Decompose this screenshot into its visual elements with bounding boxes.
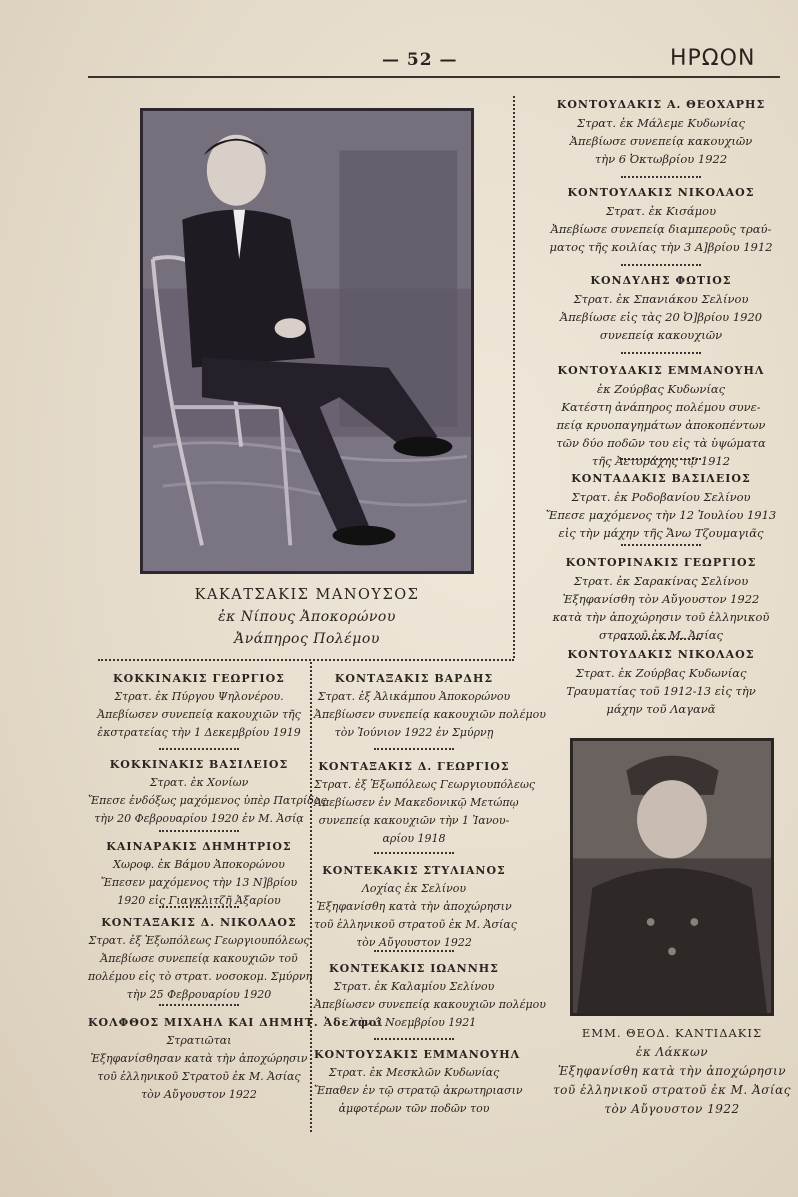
page-title: ΗΡΩΟΝ	[670, 46, 756, 71]
entry-line: Στρατ. ἐκ Σπανιάκου Σελίνου	[573, 292, 749, 306]
entry-line: Στρατ. ἐκ Κισάμου	[605, 204, 717, 218]
portrait-photo-kakatsakis	[140, 108, 474, 574]
entry-line: Στρατ. ἐξ Ἐξωπόλεως Γεωργιουπόλεως	[314, 778, 536, 791]
memorial-entry	[314, 862, 517, 952]
header-rule	[88, 76, 780, 78]
caption-origin: ἐκ Νίπους Ἀποκορώνου	[218, 609, 396, 625]
entry-line: 1920 εἰς Γιαγκλιτζῆ Ἀξαρίου	[117, 894, 281, 907]
memorial-entry	[314, 960, 546, 1032]
entry-line: Ἐξηφανίσθη κατὰ τὴν ἀποχώρησιν	[316, 900, 512, 913]
entry-line: Ἔπεσε ἐνδόξως μαχόμενος ὑπὲρ Πατρίδος	[88, 794, 327, 807]
entry-line: ἐκ Ζούρβας Κυδωνίας	[596, 382, 726, 396]
entry-name: ΚΟΝΤΑΞΑΚΙΣ ΒΑΡΔΗΣ	[334, 672, 494, 685]
entry-line: Ἀπεβίωσεν συνεπείᾳ κακουχιῶν τῆς	[97, 708, 301, 721]
entry-separator	[621, 458, 701, 460]
memorial-entry	[314, 670, 546, 742]
entry-separator	[374, 1038, 454, 1040]
entry-line: Στρατιῶται	[166, 1034, 232, 1047]
memorial-entry	[530, 184, 792, 256]
entry-separator	[374, 748, 454, 750]
memorial-entry	[530, 362, 792, 470]
memorial-entry	[530, 96, 792, 168]
entry-line: Ἐξηφανίσθησαν κατὰ τὴν ἀποχώρησιν	[90, 1052, 308, 1065]
entry-separator	[374, 950, 454, 952]
soldier-caption	[540, 1024, 798, 1119]
entry-name: ΚΟΝΤΑΞΑΚΙΣ Δ. ΝΙΚΟΛΑΟΣ	[101, 916, 297, 929]
entry-name: ΚΟΝΤΑΔΑΚΙΣ ΒΑΣΙΛΕΙΟΣ	[571, 472, 751, 485]
entry-name: ΚΑΙΝΑΡΑΚΙΣ ΔΗΜΗΤΡΙΟΣ	[106, 840, 292, 853]
entry-line: Ἔπεσε μαχόμενος τὴν 12 Ἰουλίου 1913	[545, 508, 777, 522]
entry-line: Ἀπεβίωσεν συνεπείᾳ κακουχιῶν πολέμου	[314, 998, 546, 1011]
entry-separator	[621, 264, 701, 266]
entry-line: ματος τῆς κοιλίας τὴν 3 Α]βρίου 1912	[549, 240, 773, 254]
entry-name: ΚΟΝΤΕΚΑΚΙΣ ΣΤΥΛΙΑΝΟΣ	[322, 864, 506, 877]
memorial-entry	[88, 670, 310, 742]
entry-line: Στρατ. ἐκ Μεσκλῶν Κυδωνίας	[328, 1066, 500, 1079]
memorial-entry	[88, 756, 327, 828]
soldier-note-2: τοῦ ἑλληνικοῦ στρατοῦ ἐκ Μ. Ἀσίας	[553, 1083, 791, 1097]
soldier-origin: ἐκ Λάκκων	[635, 1045, 709, 1059]
entry-line: Τραυματίας τοῦ 1912-13 εἰς τὴν	[566, 684, 756, 698]
entry-line: τὴν 6 Ὀκτωβρίου 1922	[594, 152, 728, 166]
entry-separator	[621, 544, 701, 546]
entry-line: τὴν 3 Νοεμβρίου 1921	[351, 1016, 477, 1029]
entry-separator	[159, 830, 239, 832]
entry-line: Λοχίας ἐκ Σελίνου	[361, 882, 467, 895]
entry-line: Στρατ. ἐκ Πύργου Ψηλονέρου.	[114, 690, 284, 703]
memorial-entry	[530, 554, 792, 644]
entry-line: ἐκστρατείας τὴν 1 Δεκεμβρίου 1919	[97, 726, 301, 739]
entry-line: Χωροφ. ἐκ Βάμου Ἀποκορώνου	[113, 858, 285, 871]
entry-separator	[621, 352, 701, 354]
entry-line: Ἀπεβίωσεν ἐν Μακεδονικῷ Μετώπῳ	[314, 796, 519, 809]
entry-line: Ἔπεσεν μαχόμενος τὴν 13 Ν]βρίου	[100, 876, 298, 889]
entry-separator	[621, 176, 701, 178]
entry-line: στρατοῦ ἐκ Μ. Ἀσίας	[599, 628, 723, 642]
entry-line: τὴν 20 Φεβρουαρίου 1920 ἐν Μ. Ἀσίᾳ	[94, 812, 304, 825]
entry-line: Στρατ. ἐκ Ζούρβας Κυδωνίας	[575, 666, 747, 680]
entry-separator	[159, 1004, 239, 1006]
column-divider-right	[513, 96, 515, 658]
entry-separator	[374, 852, 454, 854]
memorial-entry	[530, 470, 792, 542]
entry-line: τὴν 25 Φεβρουαρίου 1920	[126, 988, 272, 1001]
entry-line: τῆς Ἀετοράχης τῷ 1912	[591, 454, 731, 468]
entry-name: ΚΟΝΔΥΛΗΣ ΦΩΤΙΟΣ	[590, 274, 732, 287]
entry-name: ΚΟΝΤΕΚΑΚΙΣ ΙΩΑΝΝΗΣ	[329, 962, 499, 975]
entry-line: Στρατ. ἐκ Καλαμίου Σελίνου	[333, 980, 495, 993]
entry-name: ΚΟΚΚΙΝΑΚΙΣ ΓΕΩΡΓΙΟΣ	[113, 672, 285, 685]
column-divider-middle	[310, 662, 312, 1132]
entry-line: τὸν Ἰούνιον 1922 ἐν Σμύρνῃ	[334, 726, 494, 739]
entry-line: Ἀπεβίωσε συνεπείᾳ κακουχιῶν τοῦ	[100, 952, 298, 965]
entry-name: ΚΟΚΚΙΝΑΚΙΣ ΒΑΣΙΛΕΙΟΣ	[109, 758, 289, 771]
entry-line: συνεπείᾳ κακουχιῶν τὴν 1 Ἰανου-	[318, 814, 510, 827]
photo-section-rule	[98, 659, 514, 661]
portrait-photo-kantidakis	[570, 738, 774, 1016]
entry-name: ΚΟΝΤΟΡΙΝΑΚΙΣ ΓΕΩΡΓΙΟΣ	[565, 556, 757, 569]
memorial-entry	[314, 758, 536, 848]
entry-line: Στρατ. ἐκ Χονίων	[149, 776, 249, 789]
entry-line: Ἔπαθεν ἐν τῷ στρατῷ ἀκρωτηριασιν	[314, 1084, 523, 1097]
entry-separator	[159, 748, 239, 750]
entry-line: τὸν Αὔγουστον 1922	[356, 936, 472, 949]
caption-name: ΚΑΚΑΤΣΑΚΙΣ ΜΑΝΟΥΣΟΣ	[194, 587, 420, 603]
entry-separator	[621, 638, 701, 640]
entry-line: Στρατ. ἐξ Ἐξωπόλεως Γεωργιουπόλεως	[88, 934, 310, 947]
entry-name: ΚΟΝΤΑΞΑΚΙΣ Δ. ΓΕΩΡΓΙΟΣ	[318, 760, 510, 773]
memorial-entry	[530, 272, 792, 344]
entry-name: ΚΟΝΤΟΥΔΑΚΙΣ ΝΙΚΟΛΑΟΣ	[567, 648, 755, 661]
entry-line: τοῦ ἑλληνικοῦ Στρατοῦ ἐκ Μ. Ἀσίας	[97, 1070, 301, 1083]
memorial-entry	[530, 646, 792, 718]
memorial-entry	[314, 1046, 523, 1118]
page-number: — 52 —	[382, 50, 458, 70]
portrait-caption	[140, 584, 474, 650]
entry-line: Ἀπεβίωσε συνεπείᾳ κακουχιῶν	[569, 134, 753, 148]
entry-line: αρίου 1918	[382, 832, 446, 845]
entry-name: ΚΟΝΤΟΥΔΑΚΙΣ Α. ΘΕΟΧΑΡΗΣ	[556, 98, 766, 111]
caption-status: Ἀνάπηρος Πολέμου	[234, 631, 380, 647]
entry-name: ΚΟΛΦΘΟΣ ΜΙΧΑΗΛ ΚΑΙ ΔΗΜΗΤ. Ἀδελφοὶ	[88, 1016, 384, 1029]
entry-line: Στρατ. ἐκ Σαρακίνας Σελίνου	[573, 574, 749, 588]
entry-line: Ἐξηφανίσθη τὸν Αὔγουστον 1922	[562, 592, 760, 606]
entry-line: Ἀπεβίωσε συνεπείᾳ διαμπεροῦς τραύ-	[550, 222, 772, 236]
soldier-note-3: τὸν Αὔγουστον 1922	[604, 1102, 740, 1116]
entry-line: Ἀπεβίωσεν συνεπείᾳ κακουχιῶν πολέμου	[314, 708, 546, 721]
entry-line: τῶν δύο ποδῶν του εἰς τὰ ὑψώματα	[556, 436, 766, 450]
soldier-note-1: Ἐξηφανίσθη κατὰ τὴν ἀποχώρησιν	[557, 1064, 787, 1078]
entry-line: Ἀπεβίωσε εἰς τὰς 20 Ὀ]βρίου 1920	[559, 310, 763, 324]
entry-line: πείᾳ κρυοπαγημάτων ἀποκοπέντων	[556, 418, 766, 432]
entry-line: Στρατ. ἐκ Μάλεμε Κυδωνίας	[577, 116, 745, 130]
entry-name: ΚΟΝΤΟΥΔΑΚΙΣ ΕΜΜΑΝΟΥΗΛ	[557, 364, 765, 377]
entry-line: μάχην τοῦ Λαγανᾶ	[606, 702, 716, 716]
memorial-entry	[88, 838, 310, 910]
entry-line: Κατέστη ἀνάπηρος πολέμου συνε-	[561, 400, 761, 414]
entry-name: ΚΟΝΤΟΥΣΑΚΙΣ ΕΜΜΑΝΟΥΗΛ	[314, 1048, 521, 1061]
memorial-entry	[88, 1014, 384, 1104]
entry-line: συνεπείᾳ κακουχιῶν	[599, 328, 723, 342]
entry-line: τοῦ ἑλληνικοῦ στρατοῦ ἐκ Μ. Ἀσίας	[314, 918, 517, 931]
entry-line: εἰς τὴν μάχην τῆς Ἄνω Τζουμαγιᾶς	[558, 526, 764, 540]
entry-line: ἀμφοτέρων τῶν ποδῶν του	[338, 1102, 490, 1115]
entry-separator	[159, 906, 239, 908]
entry-name: ΚΟΝΤΟΥΛΑΚΙΣ ΝΙΚΟΛΑΟΣ	[567, 186, 755, 199]
memorial-entry	[88, 914, 313, 1004]
entry-line: κατὰ τὴν ἀποχώρησιν τοῦ ἑλληνικοῦ	[552, 610, 770, 624]
entry-line: πολέμου εἰς τὸ στρατ. νοσοκομ. Σμύρνη	[88, 970, 313, 983]
entry-line: τὸν Αὔγουστον 1922	[141, 1088, 257, 1101]
entry-line: Στρατ. ἐκ Ροδοβανίου Σελίνου	[571, 490, 751, 504]
soldier-name: ΕΜΜ. ΘΕΟΔ. ΚΑΝΤΙΔΑΚΙΣ	[581, 1026, 763, 1040]
entry-line: Στρατ. ἐξ Ἀλικάμπου Ἀποκορώνου	[317, 690, 511, 703]
